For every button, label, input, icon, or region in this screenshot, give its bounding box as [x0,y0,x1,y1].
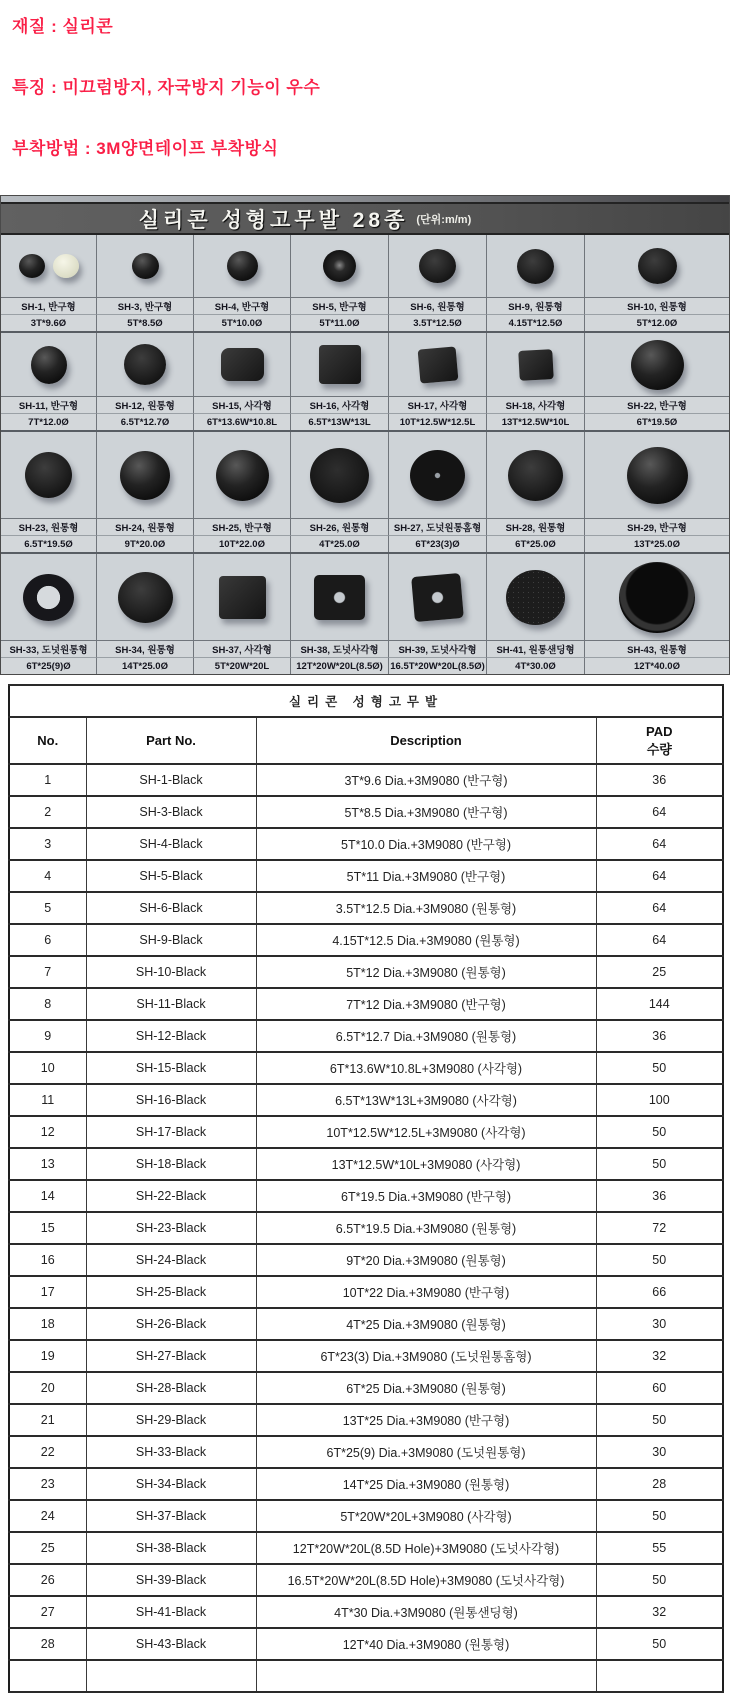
col-header-pad [596,717,723,764]
product-label: SH-6, 원통형 [389,297,487,314]
board-size-strip [1,657,729,674]
product-photo [619,562,695,633]
product-label: SH-5, 반구형 [291,297,389,314]
cell-no: 9 [9,1020,86,1052]
board-label-strip [1,396,729,413]
product-photo-cell [389,235,487,297]
cell-qty: 50 [596,1564,723,1596]
cell-part: SH-6-Black [86,892,256,924]
product-label: SH-26, 원통형 [291,518,389,535]
cell-desc: 6T*23(3) Dia.+3M9080 (도넛원통홈형) [256,1340,596,1372]
product-photo-cell [291,235,389,297]
cell-no: 18 [9,1308,86,1340]
product-photo [219,576,266,619]
product-label: SH-41, 원통샌딩형 [487,640,585,657]
cell-part: SH-38-Black [86,1532,256,1564]
product-size: 3.5T*12.5Ø [389,314,487,331]
cell-part: SH-9-Black [86,924,256,956]
cell-no: 13 [9,1148,86,1180]
product-notes [0,0,730,159]
product-photo [124,344,166,385]
product-photo [120,451,170,500]
product-photo [132,253,159,279]
product-size: 10T*12.5W*12.5L [389,413,487,430]
cell-qty: 28 [596,1468,723,1500]
product-photo-cell [487,432,585,518]
product-label: SH-33, 도넛원통형 [1,640,97,657]
table-row [9,1020,723,1052]
attach-note: 부착방법 : 3M양면테이프 부착방식 [12,139,279,158]
product-photo [518,349,554,381]
cell-desc: 6T*13.6W*10.8L+3M9080 (사각형) [256,1052,596,1084]
cell-no: 8 [9,988,86,1020]
product-size: 4T*30.0Ø [487,657,585,674]
cell-part: SH-16-Black [86,1084,256,1116]
product-size: 10T*22.0Ø [194,535,291,552]
table-row [9,860,723,892]
cell-desc: 12T*40 Dia.+3M9080 (원통형) [256,1628,596,1660]
product-label: SH-43, 원통형 [585,640,729,657]
cell-desc: 4.15T*12.5 Dia.+3M9080 (원통형) [256,924,596,956]
cell-qty: 30 [596,1436,723,1468]
cell-qty: 50 [596,1148,723,1180]
product-photo-cell [97,333,194,396]
cell-part: SH-5-Black [86,860,256,892]
product-photo-cell [487,554,585,640]
cell-desc: 5T*20W*20L+3M9080 (사각형) [256,1500,596,1532]
table-row [9,1500,723,1532]
product-size: 13T*25.0Ø [585,535,729,552]
cell-part: SH-34-Black [86,1468,256,1500]
product-size: 4.15T*12.5Ø [487,314,585,331]
product-photo-cell [194,432,291,518]
board-grid [1,235,729,674]
product-size: 6T*25.0Ø [487,535,585,552]
spec-table [8,684,724,1693]
product-photo-cell [291,432,389,518]
table-row [9,1212,723,1244]
cell-desc: 3.5T*12.5 Dia.+3M9080 (원통형) [256,892,596,924]
cell-empty [256,1660,596,1692]
product-label: SH-25, 반구형 [194,518,291,535]
board-unit: (단위:m/m) [416,213,472,226]
spec-table-title-row [9,685,723,717]
cell-no: 28 [9,1628,86,1660]
table-row [9,1436,723,1468]
cell-no: 10 [9,1052,86,1084]
product-label: SH-12, 원통형 [97,396,194,413]
table-row [9,1180,723,1212]
table-row [9,1308,723,1340]
cell-desc: 6T*25 Dia.+3M9080 (원통형) [256,1372,596,1404]
product-size: 5T*20W*20L [194,657,291,674]
table-row [9,1148,723,1180]
board-photo-strip [1,235,729,297]
product-photo [506,570,565,625]
cell-part: SH-28-Black [86,1372,256,1404]
product-photo-cell [97,235,194,297]
cell-desc: 16.5T*20W*20L(8.5D Hole)+3M9080 (도넛사각형) [256,1564,596,1596]
cell-part: SH-10-Black [86,956,256,988]
cell-qty: 60 [596,1372,723,1404]
product-photo-cell [585,432,729,518]
board-size-strip [1,413,729,430]
cell-part: SH-3-Black [86,796,256,828]
cell-desc: 5T*12 Dia.+3M9080 (원통형) [256,956,596,988]
cell-no: 27 [9,1596,86,1628]
product-photo [410,450,465,501]
product-photo-cell [291,554,389,640]
cell-no: 16 [9,1244,86,1276]
material-note: 재질 : 실리콘 [12,17,114,36]
cell-no: 3 [9,828,86,860]
product-label: SH-17, 사각형 [389,396,487,413]
board-banner [1,202,729,235]
product-photo [221,348,264,381]
product-photo [508,450,563,501]
product-photo-cell [389,333,487,396]
product-size: 6T*19.5Ø [585,413,729,430]
cell-qty: 32 [596,1596,723,1628]
cell-no: 4 [9,860,86,892]
cell-empty [86,1660,256,1692]
product-size: 3T*9.6Ø [1,314,97,331]
board-label-strip [1,518,729,535]
product-photo [31,346,67,384]
product-photo-cell [194,333,291,396]
cell-desc: 6.5T*13W*13L+3M9080 (사각형) [256,1084,596,1116]
cell-part: SH-25-Black [86,1276,256,1308]
cell-qty: 36 [596,1180,723,1212]
product-photo-cell [97,554,194,640]
cell-qty: 32 [596,1340,723,1372]
cell-no: 17 [9,1276,86,1308]
table-row [9,1404,723,1436]
product-label: SH-39, 도넛사각형 [389,640,487,657]
product-photo-cell [1,333,97,396]
cell-desc: 12T*20W*20L(8.5D Hole)+3M9080 (도넛사각형) [256,1532,596,1564]
cell-part: SH-27-Black [86,1340,256,1372]
product-size: 6T*25(9)Ø [1,657,97,674]
spec-table-title: 실리콘 성형고무발 [9,685,723,717]
product-photo [517,249,554,284]
cell-part: SH-12-Black [86,1020,256,1052]
product-label: SH-38, 도넛사각형 [291,640,389,657]
cell-no: 12 [9,1116,86,1148]
cell-part: SH-37-Black [86,1500,256,1532]
cell-desc: 4T*25 Dia.+3M9080 (원통형) [256,1308,596,1340]
cell-part: SH-4-Black [86,828,256,860]
product-label: SH-22, 반구형 [585,396,729,413]
product-size: 7T*12.0Ø [1,413,97,430]
table-row [9,1116,723,1148]
product-size: 6.5T*12.7Ø [97,413,194,430]
table-row [9,1244,723,1276]
cell-part: SH-24-Black [86,1244,256,1276]
cell-desc: 6T*25(9) Dia.+3M9080 (도넛원통형) [256,1436,596,1468]
cell-qty: 50 [596,1244,723,1276]
product-label: SH-16, 사각형 [291,396,389,413]
col-header-desc: Description [256,717,596,764]
board-title: 실리콘 성형고무발 28종 [138,208,409,232]
cell-no: 19 [9,1340,86,1372]
product-label: SH-15, 사각형 [194,396,291,413]
table-row [9,1372,723,1404]
cell-no: 20 [9,1372,86,1404]
board-row [1,554,729,674]
cell-desc: 14T*25 Dia.+3M9080 (원통형) [256,1468,596,1500]
table-row [9,1532,723,1564]
cell-qty: 66 [596,1276,723,1308]
cell-no: 1 [9,764,86,796]
cell-part: SH-22-Black [86,1180,256,1212]
cell-desc: 10T*12.5W*12.5L+3M9080 (사각형) [256,1116,596,1148]
board-label-strip [1,640,729,657]
product-photo-cell [1,235,97,297]
cell-qty: 50 [596,1404,723,1436]
product-size: 4T*25.0Ø [291,535,389,552]
cell-qty: 25 [596,956,723,988]
cell-part: SH-23-Black [86,1212,256,1244]
product-size: 5T*12.0Ø [585,314,729,331]
cell-no: 2 [9,796,86,828]
product-label: SH-34, 원통형 [97,640,194,657]
cell-empty [9,1660,86,1692]
cell-no: 14 [9,1180,86,1212]
board-row [1,235,729,333]
table-row [9,1468,723,1500]
product-photo [319,345,361,384]
table-row [9,1628,723,1660]
product-size: 5T*10.0Ø [194,314,291,331]
product-label: SH-11, 반구형 [1,396,97,413]
col-header-pad-line1: PAD [646,723,673,739]
cell-qty: 64 [596,892,723,924]
board-size-strip [1,314,729,331]
table-row [9,828,723,860]
cell-desc: 7T*12 Dia.+3M9080 (반구형) [256,988,596,1020]
feature-note: 특징 : 미끄럼방지, 자국방지 기능이 우수 [12,78,321,97]
board-label-strip [1,297,729,314]
board-photo-strip [1,554,729,640]
product-photo-cell [1,432,97,518]
product-label: SH-9, 원통형 [487,297,585,314]
product-photo [419,249,456,283]
col-header-part: Part No. [86,717,256,764]
product-label: SH-23, 원통형 [1,518,97,535]
cell-part: SH-39-Black [86,1564,256,1596]
product-size: 6T*13.6W*10.8L [194,413,291,430]
product-photo-white-foot [53,254,79,278]
product-photo [638,248,677,284]
table-row [9,1084,723,1116]
cell-qty: 64 [596,924,723,956]
cell-part: SH-1-Black [86,764,256,796]
cell-no: 21 [9,1404,86,1436]
col-header-no: No. [9,717,86,764]
product-size: 14T*25.0Ø [97,657,194,674]
cell-desc: 6.5T*12.7 Dia.+3M9080 (원통형) [256,1020,596,1052]
product-photo [411,572,464,621]
cell-desc: 6.5T*19.5 Dia.+3M9080 (원통형) [256,1212,596,1244]
cell-qty: 36 [596,1020,723,1052]
product-label: SH-28, 원통형 [487,518,585,535]
cell-desc: 10T*22 Dia.+3M9080 (반구형) [256,1276,596,1308]
cell-qty: 55 [596,1532,723,1564]
table-row [9,1276,723,1308]
cell-part: SH-11-Black [86,988,256,1020]
cell-no: 6 [9,924,86,956]
cell-qty: 100 [596,1084,723,1116]
cell-desc: 5T*8.5 Dia.+3M9080 (반구형) [256,796,596,828]
cell-qty: 50 [596,1052,723,1084]
cell-no: 7 [9,956,86,988]
cell-part: SH-18-Black [86,1148,256,1180]
cell-part: SH-43-Black [86,1628,256,1660]
product-photo [631,340,684,390]
table-row [9,796,723,828]
cell-desc: 6T*19.5 Dia.+3M9080 (반구형) [256,1180,596,1212]
cell-no: 22 [9,1436,86,1468]
cell-no: 15 [9,1212,86,1244]
cell-no: 11 [9,1084,86,1116]
product-label: SH-24, 원통형 [97,518,194,535]
cell-qty: 36 [596,764,723,796]
product-label: SH-18, 사각형 [487,396,585,413]
board-row [1,333,729,432]
product-photo [310,448,369,503]
cell-no: 25 [9,1532,86,1564]
product-size: 13T*12.5W*10L [487,413,585,430]
cell-part: SH-26-Black [86,1308,256,1340]
product-label: SH-10, 원통형 [585,297,729,314]
table-row-partial [9,1660,723,1692]
product-label: SH-27, 도넛원통홈형 [389,518,487,535]
table-row [9,1564,723,1596]
board-photo-strip [1,333,729,396]
product-photo [417,346,458,383]
table-row [9,924,723,956]
cell-qty: 144 [596,988,723,1020]
table-row [9,988,723,1020]
cell-no: 24 [9,1500,86,1532]
cell-desc: 13T*25 Dia.+3M9080 (반구형) [256,1404,596,1436]
product-label: SH-3, 반구형 [97,297,194,314]
product-photo [25,452,72,498]
cell-part: SH-33-Black [86,1436,256,1468]
product-photo-cell [97,432,194,518]
cell-part: SH-41-Black [86,1596,256,1628]
product-size: 5T*11.0Ø [291,314,389,331]
cell-part: SH-17-Black [86,1116,256,1148]
product-photo [227,251,258,281]
cell-qty: 30 [596,1308,723,1340]
product-photo-cell [487,235,585,297]
product-photo-cell [291,333,389,396]
board-row [1,432,729,554]
cell-desc: 3T*9.6 Dia.+3M9080 (반구형) [256,764,596,796]
cell-desc: 9T*20 Dia.+3M9080 (원통형) [256,1244,596,1276]
cell-no: 5 [9,892,86,924]
product-photo-cell [194,235,291,297]
cell-part: SH-29-Black [86,1404,256,1436]
product-size: 6.5T*13W*13L [291,413,389,430]
product-label: SH-29, 반구형 [585,518,729,535]
col-header-pad-line2: 수량 [646,741,672,757]
product-photo-cell [585,235,729,297]
product-photo [627,447,688,504]
product-size: 6.5T*19.5Ø [1,535,97,552]
table-row [9,892,723,924]
cell-qty: 64 [596,828,723,860]
product-label: SH-1, 반구형 [1,297,97,314]
product-size: 12T*40.0Ø [585,657,729,674]
product-photo-cell [487,333,585,396]
product-size: 9T*20.0Ø [97,535,194,552]
product-label: SH-4, 반구형 [194,297,291,314]
product-photo-cell [194,554,291,640]
table-row [9,1052,723,1084]
product-size: 5T*8.5Ø [97,314,194,331]
cell-part: SH-15-Black [86,1052,256,1084]
cell-qty: 50 [596,1500,723,1532]
product-size: 6T*23(3)Ø [389,535,487,552]
cell-qty: 50 [596,1116,723,1148]
cell-empty [596,1660,723,1692]
cell-desc: 4T*30 Dia.+3M9080 (원통샌딩형) [256,1596,596,1628]
cell-desc: 13T*12.5W*10L+3M9080 (사각형) [256,1148,596,1180]
board-photo-strip [1,432,729,518]
product-photo [323,250,356,282]
table-row [9,1596,723,1628]
cell-qty: 72 [596,1212,723,1244]
spec-table-header-row [9,717,723,764]
cell-desc: 5T*11 Dia.+3M9080 (반구형) [256,860,596,892]
product-photo-board [0,195,730,675]
cell-no: 26 [9,1564,86,1596]
product-label: SH-37, 사각형 [194,640,291,657]
table-row [9,1340,723,1372]
product-photo-cell [585,554,729,640]
board-size-strip [1,535,729,552]
product-photo-black-foot [19,254,45,278]
cell-qty: 64 [596,860,723,892]
cell-qty: 50 [596,1628,723,1660]
product-photo [314,575,365,620]
product-size: 16.5T*20W*20L(8.5Ø) [389,657,487,674]
cell-desc: 5T*10.0 Dia.+3M9080 (반구형) [256,828,596,860]
table-row [9,956,723,988]
table-row [9,764,723,796]
product-photo-cell [389,432,487,518]
product-photo-cell [389,554,487,640]
product-photo [216,450,269,501]
product-photo-cell [1,554,97,640]
product-photo [23,574,74,621]
product-photo [118,572,173,623]
spec-table-wrap [0,675,730,1693]
cell-no: 23 [9,1468,86,1500]
cell-qty: 64 [596,796,723,828]
product-size: 12T*20W*20L(8.5Ø) [291,657,389,674]
product-photo-cell [585,333,729,396]
